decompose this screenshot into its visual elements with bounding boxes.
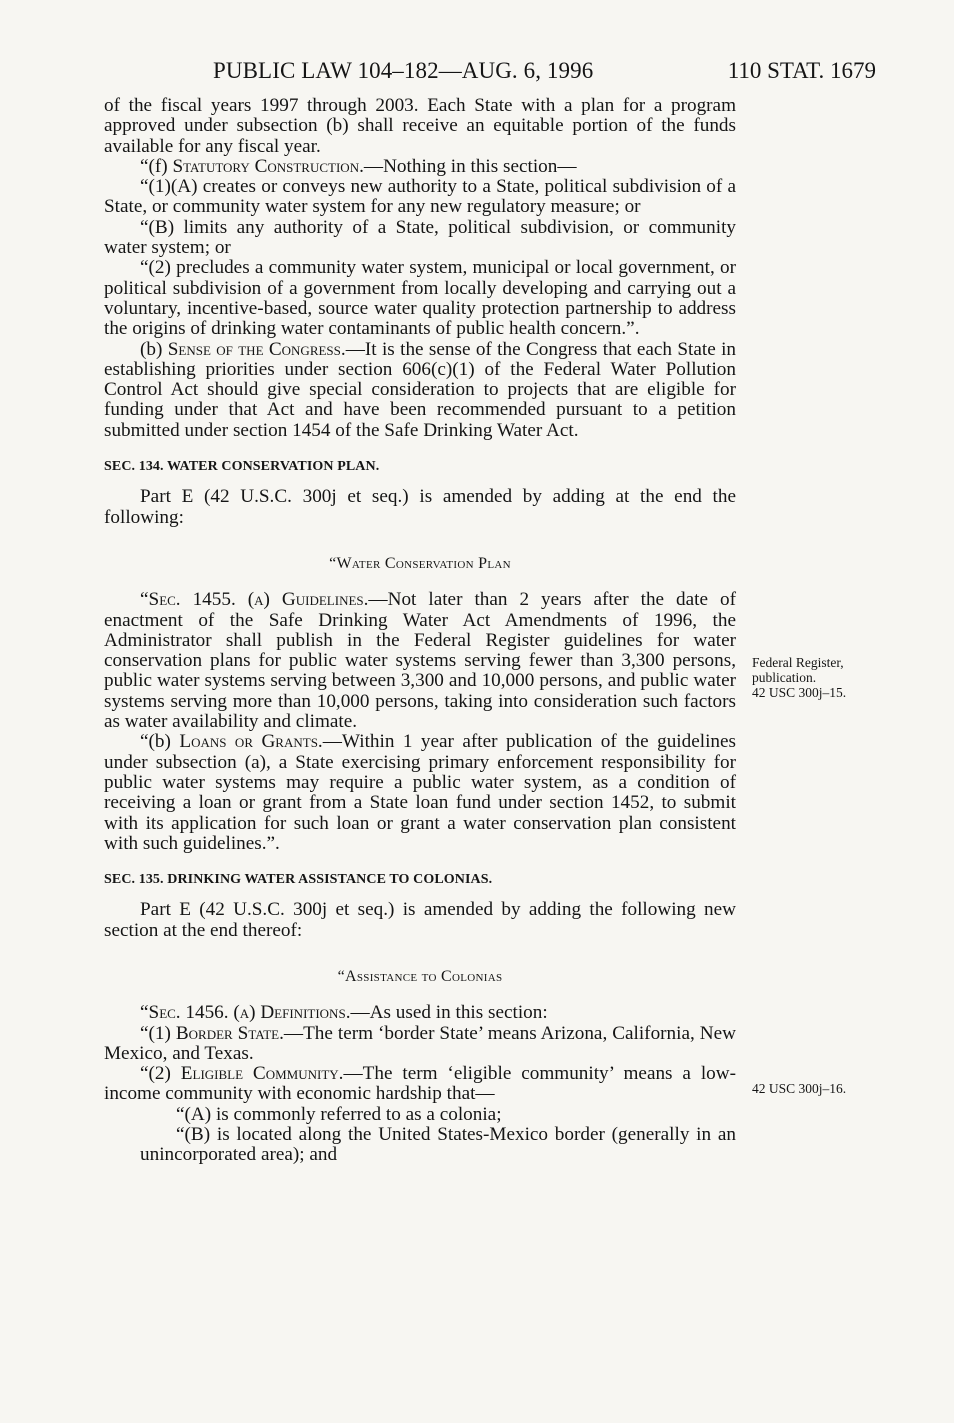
section-134-heading: SEC. 134. WATER CONSERVATION PLAN. (104, 459, 380, 475)
paragraph-text: .—Not later than 2 years after the date of enactment of the Safe Drinking Water Act Amendments of 1996, the Administrator shall publish in the Federal Register guidelines for water conservation plans for public water systems serving fewer than 3,300 persons, public water systems serving between 3,300 and 10,000 persons, and public water systems serving more than 10,000 persons, taking into consideration such factors as water availability and climate. (104, 589, 736, 733)
paragraph-heading: Statutory Construction (172, 155, 360, 177)
paragraph-prefix: “(b) (140, 731, 180, 753)
margin-note-line: Federal Register, (752, 655, 844, 670)
margin-note-federal-register (752, 655, 892, 700)
paragraph-prefix: “(f) (140, 155, 173, 177)
paragraph-sec-1456-definitions (104, 1003, 736, 1023)
paragraph-2: “(2) precludes a community water system, municipal or local government, or political subdivision of a government from locally developing and carrying out a voluntary, incentive-based, source water quality protection partnership to address the origins of drinking water contaminants of public health concern.”. (104, 257, 736, 340)
paragraph-part-e-amend-135: Part E (42 U.S.C. 300j et seq.) is amended by adding the following new section at the end thereof: (104, 899, 736, 941)
section-135-heading: SEC. 135. DRINKING WATER ASSISTANCE TO COLONIAS. (104, 872, 493, 888)
running-head-title: PUBLIC LAW 104–182—AUG. 6, 1996 (213, 58, 594, 83)
paragraph-heading: Border State (175, 1022, 280, 1044)
paragraph-colonia-a: “(A) is commonly referred to as a colonia; (176, 1103, 502, 1125)
paragraph-part-e-amend-134: Part E (42 U.S.C. 300j et seq.) is amended by adding at the end the following: (104, 486, 736, 528)
paragraph-sec-1455-guidelines (104, 590, 736, 732)
margin-note-line: 42 USC 300j–15. (752, 685, 847, 700)
paragraph-text: .—The term ‘eligible community’ means a low-income community with economic hardship that— (104, 1063, 736, 1105)
paragraph-text: .—It is the sense of the Congress that each State in establishing priorities under section 606(c)(1) of the Federal Water Pollution Control Act should give special consideration to projects that are eligible for funding under that Act and have been recommended pursuant to a petition submitted under section 1454 of the Safe Drinking Water Act. (104, 338, 737, 441)
paragraph-text: .—As used in this section: (345, 1002, 548, 1024)
paragraph-heading: Guidelines (281, 589, 364, 611)
paragraph-prefix: “(2) (140, 1063, 181, 1085)
paragraph-prefix: (b) (140, 338, 168, 360)
paragraph-border-state (104, 1024, 736, 1065)
paragraph-b: “(B) limits any authority of a State, political subdivision, or community water system; or (104, 216, 736, 259)
water-conservation-plan-heading: “Water Conservation Plan (329, 554, 511, 572)
paragraph-colonia-b: “(B) is located along the United States-Mexico border (generally in an unincorporated area); and (140, 1124, 736, 1166)
paragraph-heading: Definitions (260, 1002, 346, 1024)
paragraph-prefix: “(1) (140, 1022, 176, 1044)
paragraph-prefix: “Sec. 1455. (a) (140, 589, 282, 611)
paragraph-heading: Eligible Community (180, 1063, 339, 1085)
margin-note-line: publication. (752, 670, 817, 685)
margin-note-line: 42 USC 300j–16. (752, 1081, 847, 1096)
page-header (104, 58, 876, 90)
paragraph-sense-of-congress (104, 340, 736, 441)
paragraph-heading: Loans or Grants (179, 731, 318, 753)
margin-note-42-usc-300j-16 (752, 1081, 892, 1096)
assistance-to-colonias-heading: “Assistance to Colonias (337, 967, 503, 985)
statute-page-number: 110 STAT. 1679 (727, 58, 876, 83)
paragraph-eligible-community (104, 1064, 736, 1105)
paragraph-prefix: “Sec. 1456. (a) (140, 1002, 261, 1024)
paragraph-statutory-construction (104, 157, 736, 177)
paragraph-continuation: of the fiscal years 1997 through 2003. Each State with a plan for a program approved under subsection (b) shall receive an equitable portion of the funds available for any fiscal year. (104, 95, 736, 157)
paragraph-heading: Sense of the Congress (167, 338, 341, 360)
paragraph-loans-or-grants (104, 732, 736, 854)
paragraph-text: .—Nothing in this section— (359, 155, 577, 177)
document-body (104, 96, 736, 1166)
paragraph-1a: “(1)(A) creates or conveys new authority to a State, political subdivision of a State, or community water system for any new regulatory measure; or (104, 176, 736, 218)
paragraph-text: .—The term ‘border State’ means Arizona, California, New Mexico, and Texas. (104, 1022, 736, 1064)
paragraph-text: .—Within 1 year after publication of the guidelines under subsection (a), a State exercising primary enforcement responsibility for public water systems may require a public water system, as a condition of receiving a loan or grant from a State loan fund under section 1452, to submit with its application for such loan or grant a water conservation plan consistent with such guidelines.”. (104, 731, 736, 854)
